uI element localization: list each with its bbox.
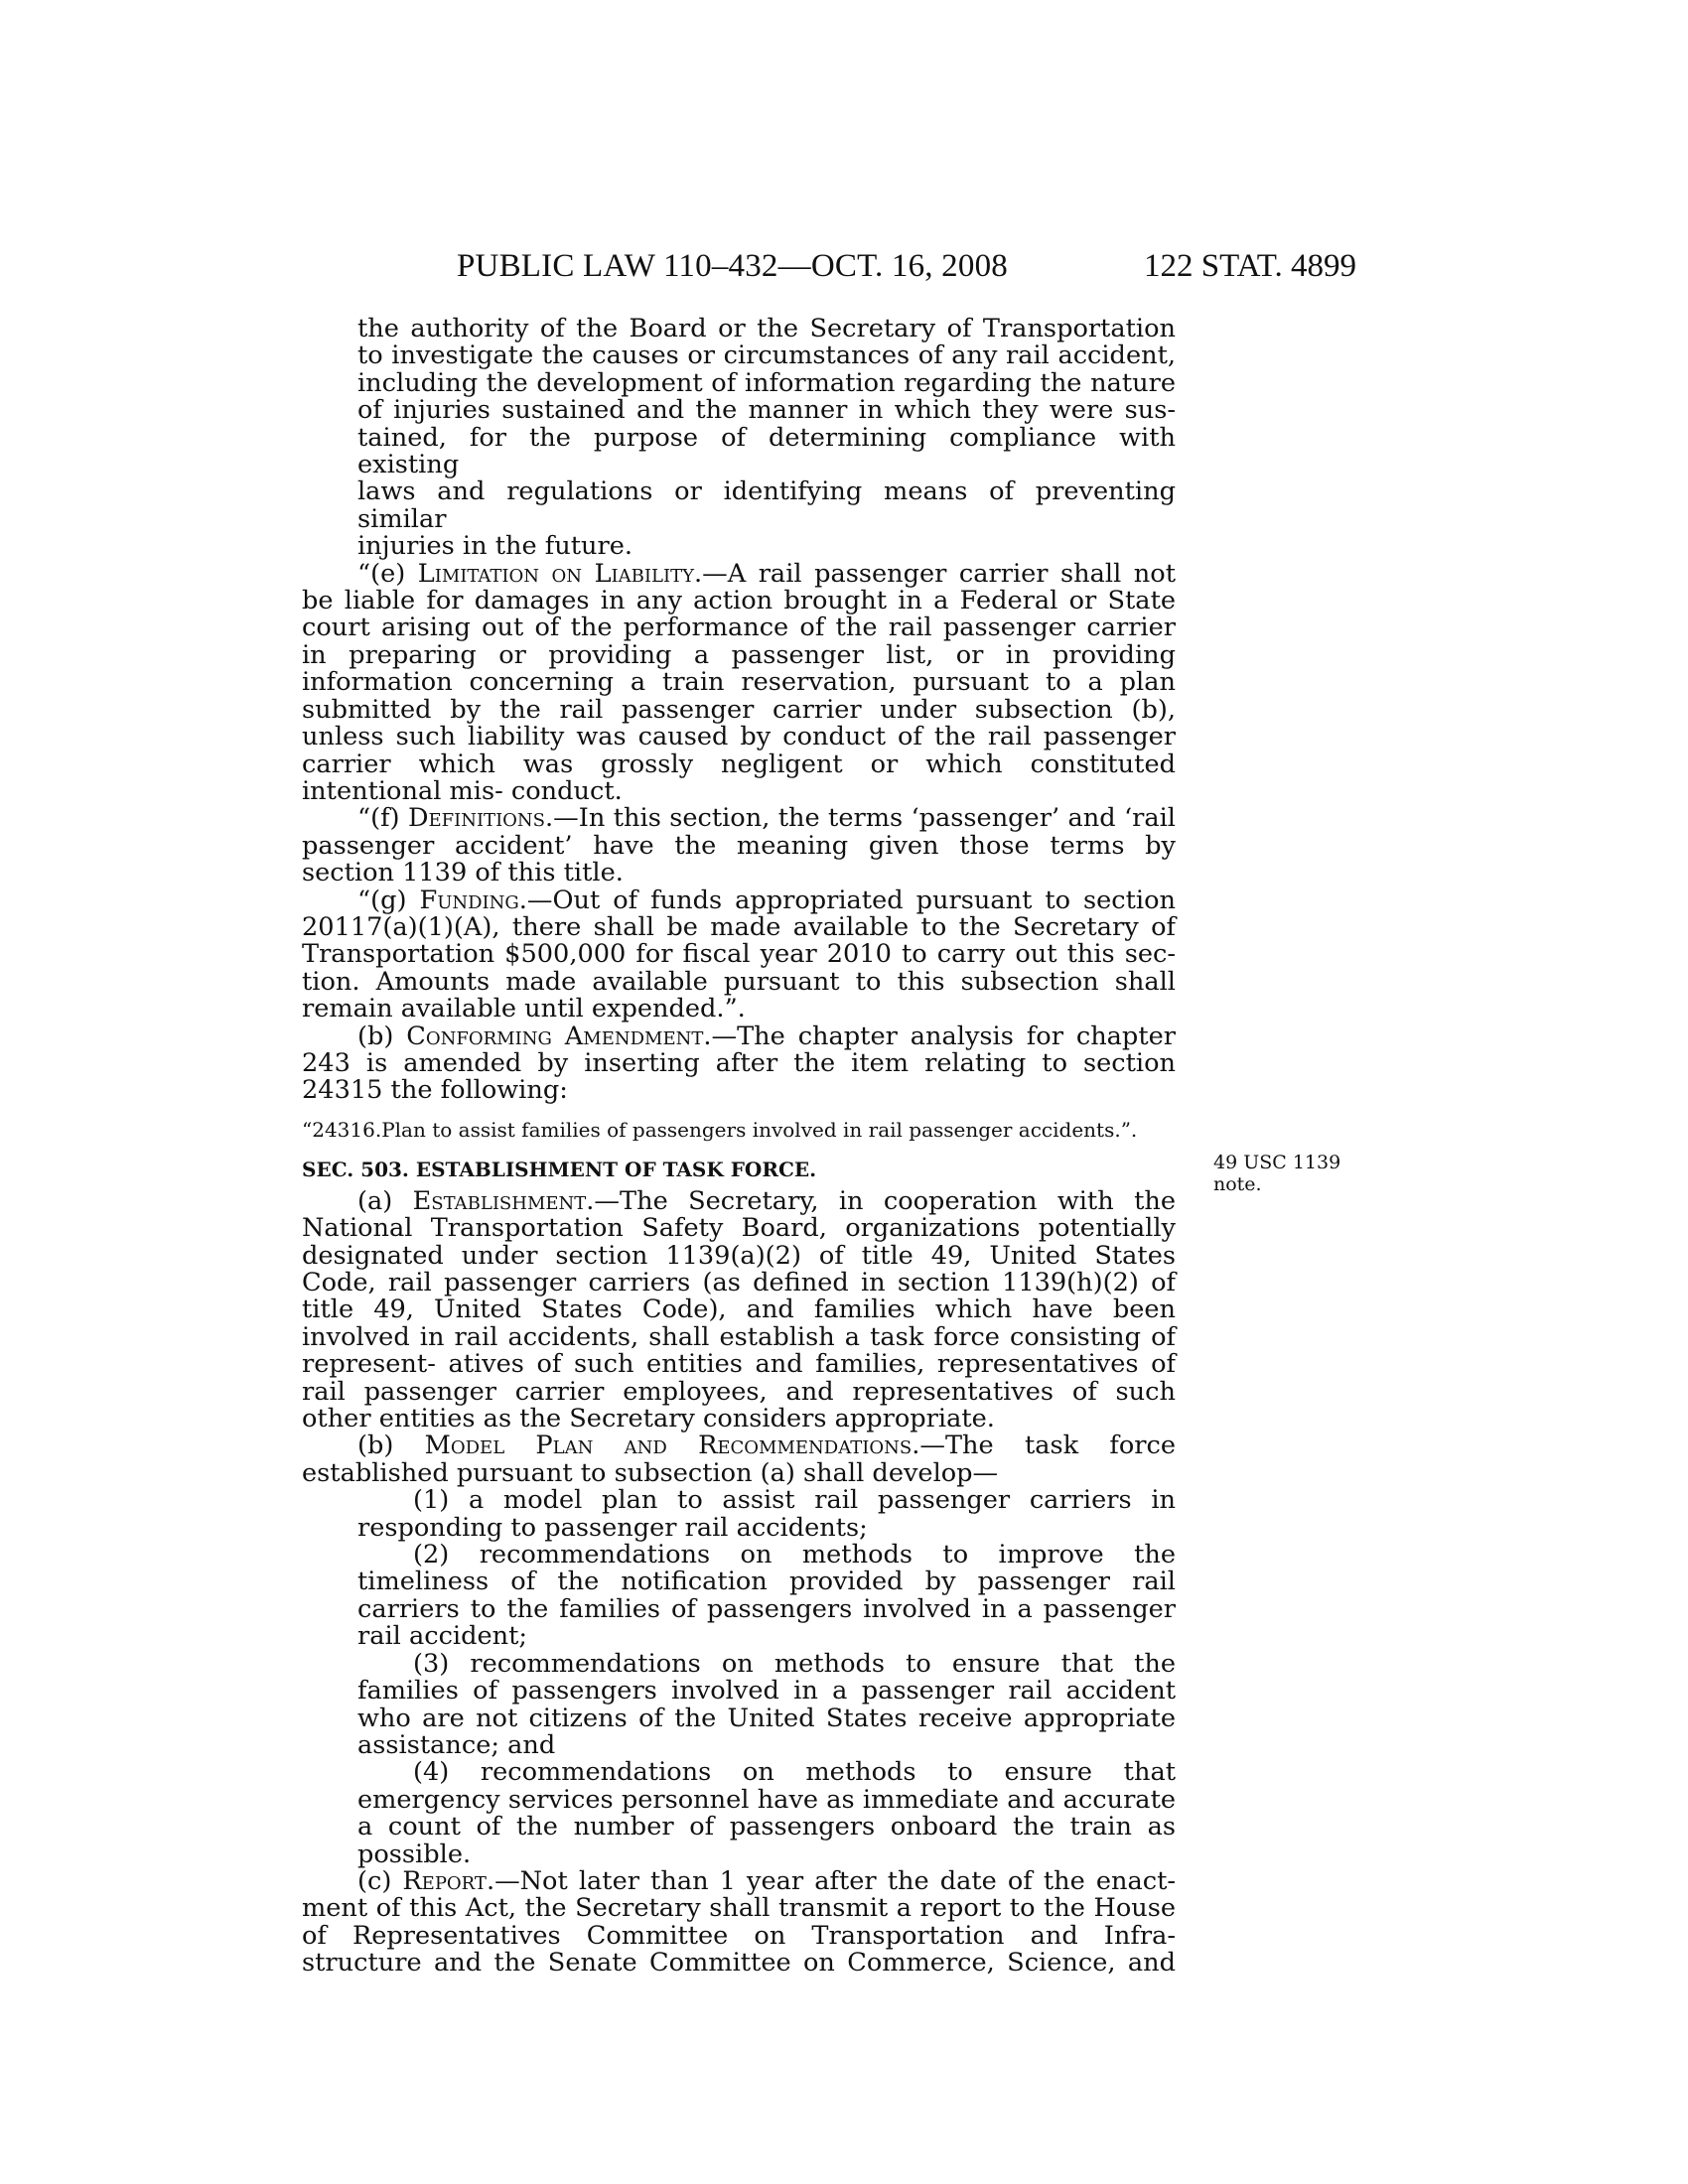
subsection-heading: Establishment [412,1185,587,1216]
subsection-lead: “(e) [357,558,418,589]
paragraph-item-4: (4) recommendations on methods to ensure that emergency services personnel have as immediate and accurate a count of the number of passengers onboard the train as possible. [357,1757,1176,1869]
text-line: to investigate the causes or circumstances of any rail accident, [357,341,1176,371]
subsection-b-model-plan [302,1433,1176,1487]
subsection-lead: (b) [357,1431,425,1461]
paragraph-item-3: (3) recommendations on methods to ensure that the families of passengers involved in a passenger rail accident who are not citizens of the United States receive appropriate assistance; and [357,1648,1176,1760]
continued-paragraph [357,316,1176,561]
running-header-stat-page: 122 STAT. 4899 [1144,248,1357,284]
subsection-text: .—A rail passenger carrier shall not be liable for damages in any action brought in a Federal or State court arising out of the performance of the rail passenger carrier in preparing or providing a passenger list, or in providing information concerning a train reservation, pursuant to a plan submitted by the rail passenger carrier under subsection (b), unless such liability was caused by conduct of the rail passenger carrier which was grossly negligent or which constituted intentional mis- conduct. [302,558,1176,806]
subsection-e [302,558,1176,806]
subsection-b-conforming [302,1021,1176,1106]
text-line: tained, for the purpose of determining compliance with existing [357,422,1176,480]
subsection-text: .—Out of funds appropriated pursuant to section 20117(a)(1)(A), there shall be made available to the Secretary of Transportation $500,000 for fiscal year 2010 to carry out this sec- tion. Amounts made available pursuant to this subsection shall remain available until expended.”. [302,885,1176,1024]
subsection-text: .—The Secretary, in cooperation with the National Transportation Safety Board, organizations potentially designated under section 1139(a)(2) of title 49, United States Code, rail passenger carriers (as defined in section 1139(h)(2) of title 49, United States Code), and families which have been involved in rail accidents, shall establish a task force consisting of represent- atives of such entities and families, representatives of rail passenger carrier employees, and representatives of such other entities as the Secretary considers appropriate. [302,1185,1176,1434]
paragraph-item-2: (2) recommendations on methods to improve the timeliness of the notification provided by passenger rail carriers to the families of passengers involved in a passenger rail accident; [357,1540,1176,1652]
subsection-text: .—The task force established pursuant to subsection (a) shall develop— [302,1431,1177,1488]
page-body [302,316,1176,1978]
subsection-g [302,887,1176,1024]
subsection-heading: Definitions [407,803,546,834]
section-heading: SEC. 503. ESTABLISHMENT OF TASK FORCE. [302,1157,817,1181]
chapter-analysis-item: “24316.Plan to assist families of passengers involved in rail passenger accidents.”. [302,1117,1138,1142]
paragraph-item-1: (1) a model plan to assist rail passenger carriers in responding to passenger rail accidents; [357,1485,1176,1543]
subsection-lead: (a) [357,1185,413,1216]
subsection-f [302,805,1176,887]
margin-citation-note [1213,1152,1340,1195]
subsection-heading: Conforming Amendment [406,1021,704,1051]
subsection-c-report [302,1865,1176,1979]
subsection-a-establishment [302,1185,1176,1434]
subsection-heading: Funding [419,885,519,915]
text-line: laws and regulations or identifying means of preventing similar [357,477,1176,534]
text-line: the authority of the Board or the Secretary of Transportation [357,314,1176,343]
subsection-text: .—The chapter analysis for chapter 243 is amended by inserting after the item relating to section 24315 the following: [302,1021,1176,1106]
subsection-heading: Limitation on Liability [417,558,694,589]
subsection-heading: Report [402,1865,487,1896]
subsection-lead: (c) [357,1865,403,1896]
subsection-text: .—Not later than 1 year after the date of the enact- ment of this Act, the Secretary shall transmit a report to the House of Representatives Committee on Transportation and Infra- structure and the Senate Committee on Commerce, Science, and [302,1865,1176,1979]
running-header-title: PUBLIC LAW 110–432—OCT. 16, 2008 [457,248,1008,284]
margin-note-line: 49 USC 1139 [1213,1152,1341,1173]
text-line: including the development of information regarding the nature [357,367,1176,398]
subsection-lead: “(g) [357,885,420,915]
margin-note-line: note. [1213,1173,1262,1195]
subsection-heading: Model Plan and Recommendations [424,1431,913,1461]
text-line: injuries in the future. [357,531,633,562]
text-line: of injuries sustained and the manner in which they were sus- [357,395,1176,426]
subsection-lead: (b) [357,1021,407,1051]
subsection-text: .—In this section, the terms ‘passenger’ and ‘rail passenger accident’ have the meaning given those terms by section 1139 of this title. [302,803,1176,888]
subsection-lead: “(f) [357,803,408,834]
